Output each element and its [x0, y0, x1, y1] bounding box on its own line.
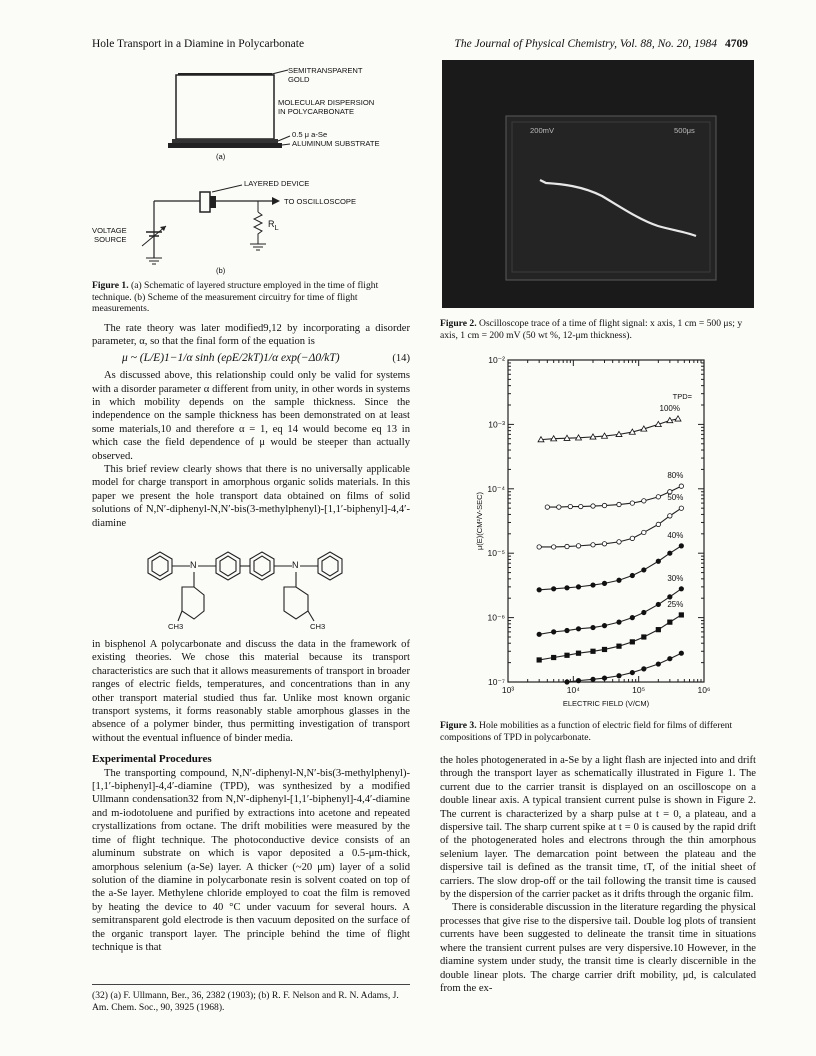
y-tick-label: 10⁻³ [488, 419, 505, 430]
data-point [617, 502, 621, 506]
y-tick-label: 10⁻⁶ [487, 612, 505, 623]
page-number: 4709 [725, 38, 748, 50]
data-point [591, 543, 595, 547]
data-point [591, 583, 595, 587]
left-column-continued [92, 638, 410, 954]
label-aluminum-substrate: ALUMINUM SUBSTRATE [292, 139, 380, 148]
series-line [539, 615, 681, 660]
paragraph-review: This brief review clearly shows that there is no universally applicable model for charge transport in amorphous organic solids materials. In this paper we present the hole transport data obtained on films of solid solutions of N,N′-diphenyl-N,N′-bis(3-methylphenyl)-[1,1′-biphenyl]-4,4′-diamine [92, 464, 410, 529]
data-point [537, 588, 541, 592]
label-resistor-sub: L [274, 222, 279, 232]
figure-3-caption [440, 720, 756, 743]
x-tick-label: 10³ [501, 685, 515, 695]
data-point [668, 551, 672, 555]
paragraph-disorder: As discussed above, this relationship could only be valid for systems with a disorder parameter α different from unity, in other words in systems in which mobility depends on the sample thickness. Since the independence on the sample thickness has been demonstrated on at least some materials,10 and therefore α = 1, eq 14 would become eq 13 in which case the field dependence of μ would be steeper than actually observed. [92, 370, 410, 462]
data-point [551, 587, 555, 591]
label-a-se: 0.5 μ a-Se [292, 130, 328, 139]
figure-1-caption-text: (a) Schematic of layered structure employed in the time of flight technique. (b) Scheme of the measurement circuitry for time of flight measurements. [92, 280, 379, 315]
label-resistor [268, 220, 279, 232]
data-point [656, 627, 660, 631]
label-voltage: VOLTAGE [92, 226, 127, 235]
paragraph-experimental: The transporting compound, N,N′-diphenyl-N,N′-bis(3-methylphenyl)-[1,1′-biphenyl]-4,4′-diamine (TPD), was synthesized by a modified Ullmann condensation32 from N,N′-diphenyl-[1,1′-biphenyl]-4,4′-diamine and m-iodotoluene and purified by extractions into acetone and repeated crystallizations from octane. The drift mobilities were measured by the time of flight technique. The photoconductive device consists of an aluminum substrate on which is vapor deposited a 0.5-μm-thick, amorphous selenium (a-Se) layer. A thicker (~20 μm) layer of a solid solution of the diamine in polycarbonate resin is solvent coated on top of the a-Se layer. Methylene chloride employed to coat the film is removed by heating the device to 40 °C under vacuum for several hours. A semitransparent gold electrode is then vacuum deposited on the surface of the organic transport layer. The principle behind the time of flight technique is that [92, 767, 410, 953]
nitrogen-left-label: N [190, 560, 197, 570]
data-point [668, 657, 672, 661]
nitrogen-right-label: N [292, 560, 299, 570]
data-point [642, 635, 646, 639]
scope-volts-label: 200mV [530, 126, 555, 135]
journal-citation: The Journal of Physical Chemistry, Vol. 88, No. 20, 1984 [454, 38, 717, 50]
data-point [565, 586, 569, 590]
data-point [656, 559, 660, 563]
series-line [547, 486, 684, 507]
data-point [656, 602, 660, 606]
data-point [679, 587, 683, 591]
data-point [617, 644, 621, 648]
x-tick-label: 10⁶ [697, 685, 711, 695]
data-point [576, 585, 580, 589]
data-point [668, 514, 672, 518]
section-heading: Experimental Procedures [92, 753, 212, 766]
data-point [602, 503, 606, 507]
data-point [557, 505, 561, 509]
series-line [539, 508, 684, 547]
data-point [642, 667, 646, 671]
series-label: 40% [667, 530, 684, 540]
data-point [617, 578, 621, 582]
data-point [656, 522, 660, 526]
data-point [591, 625, 595, 629]
x-tick-label: 10⁴ [566, 685, 580, 695]
running-head-right [454, 38, 748, 50]
figure-3-chart [470, 352, 730, 714]
methyl-left-label: CH3 [168, 622, 184, 631]
data-point [679, 651, 683, 655]
data-point [656, 495, 660, 499]
figure-1a-tag: (a) [216, 152, 226, 161]
data-point [576, 678, 580, 682]
data-point [565, 653, 569, 657]
data-point [591, 649, 595, 653]
data-point [565, 628, 569, 632]
data-point [591, 677, 595, 681]
figure-1b-tag: (b) [216, 266, 226, 275]
series-line [539, 546, 684, 590]
data-point [679, 506, 683, 510]
data-point [630, 615, 634, 619]
data-point [565, 544, 569, 548]
label-source: SOURCE [94, 235, 127, 244]
label-to-oscilloscope: TO OSCILLOSCOPE [284, 197, 357, 206]
data-point [545, 505, 549, 509]
equation-text: μ ~ (L/E)1−1/α sinh (eρE/2kT)1/α exp(−Δ0/kT) [122, 351, 340, 364]
data-point [551, 630, 555, 634]
figure-2-caption-text: Oscilloscope trace of a time of flight signal: x axis, 1 cm = 500 μs; y axis, 1 cm = 200 mV (50 wt %, 12-μm thickness). [440, 318, 743, 341]
data-point [630, 536, 634, 540]
data-point [537, 545, 541, 549]
figure-3-caption-label: Figure 3. [440, 720, 477, 731]
x-axis-label: ELECTRIC FIELD (V/CM) [562, 699, 650, 708]
data-point [591, 504, 595, 508]
methyl-right-label: CH3 [310, 622, 326, 631]
data-point [602, 676, 606, 680]
series-label: 80% [667, 471, 684, 481]
paragraph-photogenerated: the holes photogenerated in a-Se by a light flash are injected into and drift through the transport layer as schematically illustrated in Figure 1. The current due to the carrier transit is displayed on an oscilloscope on a double linear axis. A typical transient current pulse is shown in Figure 2. The current is characterized by a sharp pulse at t = 0, a plateau, and a dispersive tail. The sharp current spike at t = 0 is caused by the rapid drift of the photogenerated holes and electrons through the thin amorphous selenium layer. The demarcation point between the plateau and the dispersive tail is defined as the transit time, tT, of the initial sheet of carriers. The slow drop-off or the tail following the transit time is caused by the dispersion of the carrier packet as it drifts through the organic film. [440, 755, 756, 901]
label-molecular-dispersion: MOLECULAR DISPERSION [278, 98, 375, 107]
figure-1-diagram [92, 60, 412, 276]
figure-1-caption [92, 280, 410, 315]
label-layered-device: LAYERED DEVICE [244, 179, 310, 188]
data-point [568, 504, 572, 508]
data-point [551, 655, 555, 659]
paragraph-rate-theory: The rate theory was later modified9,12 by incorporating a disorder parameter, α, so that the final form of the equation is [92, 323, 410, 348]
data-point [537, 658, 541, 662]
data-point [630, 670, 634, 674]
y-tick-label: 10⁻² [488, 355, 505, 365]
data-point [679, 484, 683, 488]
y-tick-label: 10⁻⁷ [487, 677, 505, 687]
tpd-structure [132, 545, 392, 637]
right-column [440, 754, 756, 995]
data-point [551, 545, 555, 549]
figure-2-caption-label: Figure 2. [440, 318, 477, 329]
data-point [617, 620, 621, 624]
mobility-chart-svg [470, 352, 730, 714]
data-point [668, 620, 672, 624]
running-head-left: Hole Transport in a Diamine in Polycarbonate [92, 38, 305, 50]
data-point [656, 662, 660, 666]
data-point [642, 530, 646, 534]
series-label: 50% [667, 493, 684, 503]
data-point [630, 501, 634, 505]
data-point [630, 573, 634, 577]
data-point [642, 568, 646, 572]
data-point [537, 632, 541, 636]
footnote: (32) (a) F. Ullmann, Ber., 36, 2382 (1903); (b) R. F. Nelson and R. N. Adams, J. Am. Chem. Soc., 90, 3925 (1968). [92, 990, 399, 1013]
series-line [541, 419, 678, 440]
paragraph-dispersive-tail: There is considerable discussion in the literature regarding the physical processes that give rise to the dispersive tail. Double log plots of transient currents have been suggested to delineate the transit time in situations where the transient current pulses are very dispersive.10 However, in the diamine system under study, the transit time is clearly discernible in the double linear plots. The charge carrier drift mobility, μd, is calculated from the ex- [440, 902, 756, 994]
data-point [579, 504, 583, 508]
data-point [679, 544, 683, 548]
series-label: 100% [659, 403, 681, 413]
data-point [642, 499, 646, 503]
label-gold: GOLD [288, 75, 310, 84]
equation-14 [92, 352, 410, 365]
y-axis-label: μ(E)(CM²/V-SEC) [475, 491, 484, 551]
series-line [567, 653, 681, 682]
footnote-rule [92, 984, 410, 985]
data-point [576, 627, 580, 631]
data-point [602, 623, 606, 627]
data-point [576, 651, 580, 655]
data-point [617, 540, 621, 544]
x-tick-label: 10⁵ [632, 685, 646, 695]
data-point [675, 416, 681, 421]
left-column [92, 322, 410, 530]
oscilloscope-photo [442, 60, 754, 308]
data-point [565, 680, 569, 684]
y-tick-label: 10⁻⁴ [487, 483, 505, 494]
data-point [602, 542, 606, 546]
legend-title: TPD= [672, 391, 692, 401]
paragraph-bisphenol: in bisphenol A polycarbonate and discuss the data in the framework of existing theories. We chose this material because its transport characteristics are such that it allows measurements of transport in broader ranges of electric fields, temperatures, and concentrations than in any other transport material studied thus far. Unlike most known organic transport systems, it forms reasonably stable amorphous glasses in the absence of a polymer binder, thus permitting investigation of transport without the eventual influence of binder media. [92, 639, 410, 744]
figure-2-caption [440, 318, 756, 341]
label-resistor-r: R [268, 219, 275, 229]
data-point [679, 613, 683, 617]
scope-time-label: 500μs [674, 126, 695, 135]
figure-3-caption-text: Hole mobilities as a function of electric field for films of different compositions of TPD in polycarbonate. [440, 720, 733, 743]
oscilloscope-svg [442, 60, 754, 308]
label-semitransparent: SEMITRANSPARENT [288, 66, 363, 75]
data-point [602, 647, 606, 651]
figure-1-caption-label: Figure 1. [92, 280, 129, 291]
label-in-polycarbonate: IN POLYCARBONATE [278, 107, 355, 116]
equation-number: (14) [392, 352, 410, 364]
series-label: 25% [667, 599, 684, 609]
y-tick-label: 10⁻⁵ [487, 548, 505, 559]
data-point [630, 640, 634, 644]
data-point [617, 674, 621, 678]
data-point [668, 595, 672, 599]
data-point [576, 544, 580, 548]
figure-1-svg [92, 60, 412, 276]
data-point [602, 581, 606, 585]
series-label: 30% [667, 573, 684, 583]
data-point [642, 610, 646, 614]
